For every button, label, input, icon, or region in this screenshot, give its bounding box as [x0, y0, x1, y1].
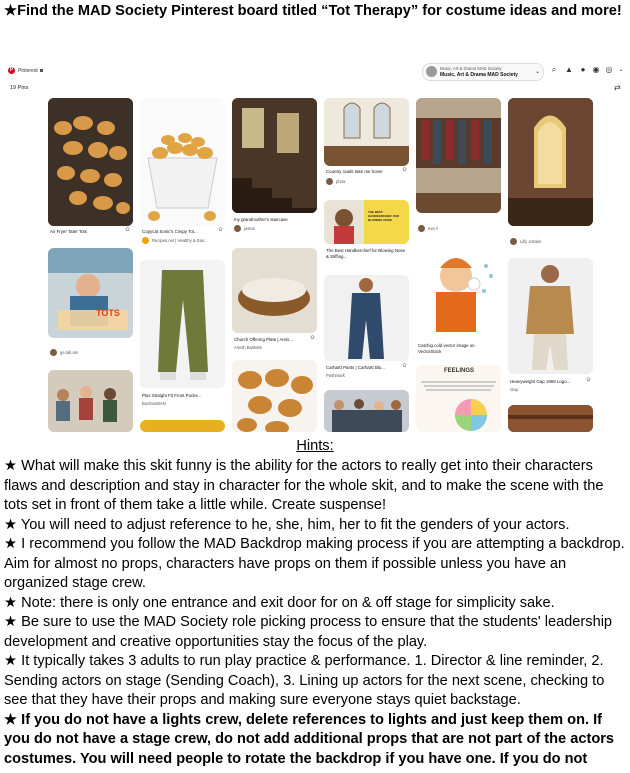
pin-user: ge.lafi.am [60, 350, 79, 355]
hint-item: ★ I recommend you follow the MAD Backdrop making process if you are attempting a backdrop. Aim for almost no props, characters have props on them if possible unless you have an organized stage crew. [4, 536, 625, 591]
user-avatar [234, 225, 241, 232]
user-avatar [50, 349, 57, 356]
tater-tots-image [48, 98, 133, 226]
messages-icon[interactable]: ● [580, 65, 586, 74]
church-window-image [508, 98, 593, 226]
church-interior-image [324, 98, 409, 166]
hint-item: ★ Be sure to use the MAD Society role picking process to ensure that the students' leadership development and creative opportunities stay the focus of the play. [4, 614, 613, 650]
gap-hoodie-image [508, 258, 593, 374]
account-icon[interactable]: ◉ [592, 65, 600, 74]
bell-icon[interactable]: ▲ [565, 65, 573, 74]
people-group-image [324, 390, 409, 432]
pin-image[interactable] [232, 98, 317, 213]
pin-user: BoohooMAN [142, 401, 166, 406]
pin-user: Amish Baskets [234, 345, 262, 350]
pin-image[interactable] [232, 360, 317, 432]
pin-image[interactable] [416, 246, 501, 340]
overalls-image [324, 275, 409, 361]
pin-user: phoa [336, 179, 346, 184]
save-star-icon[interactable]: ✩ [218, 227, 224, 233]
therapy-group-image [48, 370, 133, 432]
pin-image[interactable] [508, 405, 593, 432]
pin-image[interactable] [48, 98, 133, 226]
account-line1: Music, Art & Drama MAD Society [440, 66, 502, 71]
pin-title: Carhartt Pants | Carhartt Blu... [326, 365, 385, 370]
pin-user: Lilly Jordan [520, 239, 542, 244]
app-name-text: Pinterest [18, 68, 38, 74]
pin-image[interactable] [324, 390, 409, 432]
pin-user: Gap [510, 387, 518, 392]
pin-image[interactable] [324, 98, 409, 166]
hints-list [4, 457, 626, 769]
account-line2: Music, Art & Drama MAD Society [440, 72, 518, 78]
filter-icon[interactable]: ⇄ [614, 83, 621, 92]
costume-closet-image [416, 98, 501, 213]
pin-user: eva !! [428, 226, 439, 231]
tots-person-image [48, 248, 133, 338]
pin-image[interactable] [48, 370, 133, 432]
cargo-pants-image [140, 260, 225, 388]
pin-title: Copycat Sonic's Crispy Tot... [142, 229, 198, 234]
account-avatar [426, 66, 437, 77]
pin-title: Heavyweight Gap 1969 Logo... [510, 379, 571, 384]
user-avatar [418, 225, 425, 232]
pin-image[interactable] [416, 98, 501, 213]
pin-image[interactable] [324, 275, 409, 361]
offering-basket-image [232, 248, 317, 333]
hint-item-bold: ★ If you do not have a lights crew, delete references to lights and just keep them on. If you do not have a stage crew, do not add additional props that are not part of the actors costumes. You will need people to rotate the backdrop if you have one. If you do not [4, 711, 615, 767]
pin-image[interactable] [324, 200, 409, 244]
pin-title: Country roads take me home [326, 169, 383, 174]
save-star-icon[interactable]: ✩ [586, 377, 592, 383]
user-avatar [326, 178, 333, 185]
wooden-ceiling-image [508, 405, 593, 432]
pinterest-topbar [4, 60, 630, 82]
profile-avatar-icon[interactable]: ◎ [605, 65, 613, 74]
feelings-title-text: FEELINGS [444, 368, 475, 374]
user-avatar [142, 237, 149, 244]
chevron-down-icon[interactable]: ⌄ [618, 67, 624, 73]
pin-image[interactable] [508, 258, 593, 374]
hints-title: Hints: [296, 438, 334, 454]
handkerchief-card-text: THE BEST HANDKERCHIEF FOR BLOWING NOSE [368, 210, 400, 222]
pin-title: my grandmother's staircase [234, 217, 288, 222]
tater-tots-closeup-image [232, 360, 317, 432]
app-name [18, 68, 43, 74]
pin-image[interactable] [140, 98, 225, 226]
pin-user: justus [244, 226, 255, 231]
pin-image[interactable] [48, 248, 133, 338]
crispy-tots-bowl-image [140, 98, 225, 226]
pin-user: Poshmark [326, 373, 345, 378]
save-star-icon[interactable]: ✩ [402, 167, 408, 173]
hint-item: ★ You will need to adjust reference to he, she, him, her to fit the genders of your actors. [4, 516, 570, 533]
pin-title: Air Fryer Tater Tots [50, 229, 87, 234]
search-icon[interactable]: ⌕ [551, 65, 557, 74]
hint-item: ★ It typically takes 3 adults to run play practice & performance. 1. Director & line reminder, 2. Sending actors on stage (Sending Coach), 3. Lining up actors for the next scene, checking to see that they have their props and making sure everyone stays quiet backstage. [4, 653, 605, 708]
feelings-wheel-image [416, 365, 501, 432]
pin-title: The Best Handkerchief for Blowing Nose & Stiffing... [326, 248, 406, 259]
save-star-icon[interactable]: ✩ [310, 335, 316, 341]
catching-cold-illustration [416, 246, 501, 340]
pin-user: Recipes.net | Healthy & Eas... [152, 238, 208, 243]
staircase-image [232, 98, 317, 213]
chevron-down-icon: ⌄ [534, 69, 540, 75]
save-star-icon[interactable]: ✩ [125, 227, 131, 233]
board-instruction-heading: ★Find the MAD Society Pinterest board titled “Tot Therapy” for costume ideas and more! [4, 3, 622, 19]
pin-title: Church Offering Plate | Amis... [234, 337, 293, 342]
save-star-icon[interactable]: ✩ [402, 363, 408, 369]
pin-image[interactable] [140, 420, 225, 432]
pins-count: 19 Pins [10, 85, 29, 91]
pin-image[interactable] [140, 260, 225, 388]
user-avatar [510, 238, 517, 245]
pin-title: Catchig cold vector image on VectorStock [418, 343, 475, 354]
account-switcher[interactable] [422, 63, 544, 81]
handkerchief-woman-image [324, 200, 409, 244]
tots-sign-text: TOTS [96, 308, 120, 318]
hint-item: ★ Note: there is only one entrance and exit door for on & off stage for simplicity sake. [4, 594, 555, 611]
app-menu-icon[interactable] [40, 69, 43, 72]
pin-image[interactable] [508, 98, 593, 226]
pin-title: Plus Straight Fit Front Pocke... [142, 393, 202, 398]
pin-image[interactable] [416, 365, 501, 432]
pinterest-board-screenshot [4, 60, 630, 432]
hint-item: ★ What will make this skit funny is the ability for the actors to really get into their characters flaws and description and stay in character for the whole skit, and to make the scene with the tots set in front of them take a little while. Create suspense! [4, 458, 604, 513]
pin-image[interactable] [232, 248, 317, 333]
pinterest-logo-icon[interactable]: P [9, 67, 14, 73]
